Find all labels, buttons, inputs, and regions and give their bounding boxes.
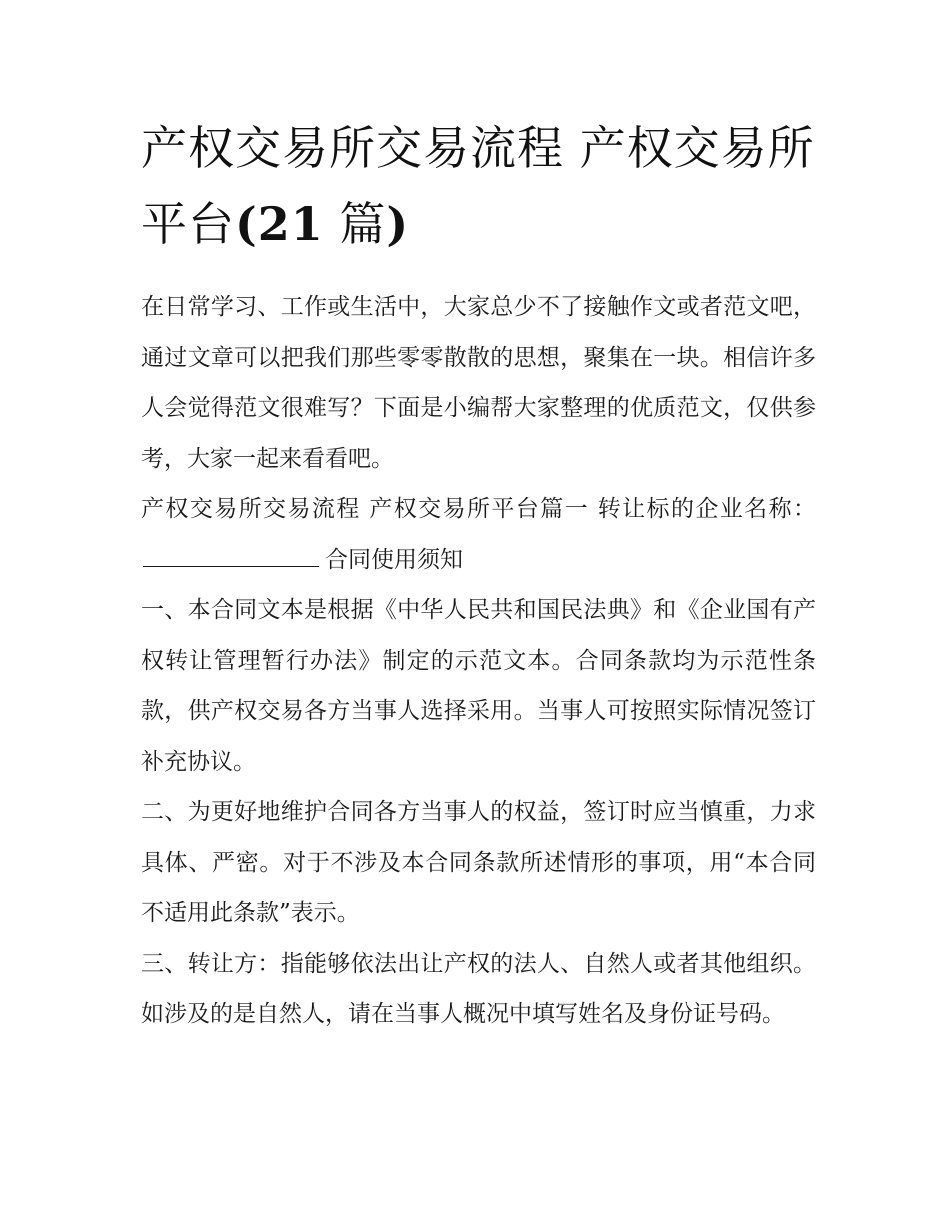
document-title — [141, 110, 816, 262]
section-heading-prefix: 产权交易所交易流程 产权交易所平台篇一 转让标的企业名称： — [141, 496, 816, 522]
item-paragraph-1: 一、本合同文本是根据《中华人民共和国民法典》和《企业国有产权转让管理暂行办法》制定的示范文本。合同条款均为示范性条款，供产权交易各方当事人选择采用。当事人可按照实际情况签订补充协议。 — [141, 597, 816, 775]
section-heading-paragraph — [141, 484, 816, 585]
fill-in-blank — [143, 548, 319, 567]
title-paren-close: ) — [386, 197, 410, 251]
document-body — [141, 110, 816, 1040]
title-main-text: 产权交易所交易流程 产权交易所平台 — [141, 121, 815, 251]
item-paragraph-3: 三、转让方：指能够依法出让产权的法人、自然人或者其他组织。如涉及的是自然人，请在当事人概况中填写姓名及身份证号码。 — [141, 950, 816, 1027]
title-unit: 篇 — [323, 197, 387, 251]
title-paren-open: ( — [235, 197, 258, 251]
item-paragraph-2: 二、为更好地维护合同各方当事人的权益，签订时应当慎重，力求具体、严密。对于不涉及本合同条款所述情形的事项，用“本合同不适用此条款”表示。 — [141, 799, 816, 926]
intro-paragraph: 在日常学习、工作或生活中，大家总少不了接触作文或者范文吧，通过文章可以把我们那些零零散散的思想，聚集在一块。相信许多人会觉得范文很难写？下面是小编帮大家整理的优质范文，仅供参考，大家一起来看看吧。 — [141, 294, 816, 472]
section-heading-suffix: 合同使用须知 — [325, 546, 463, 573]
title-count: 21 — [257, 197, 324, 251]
